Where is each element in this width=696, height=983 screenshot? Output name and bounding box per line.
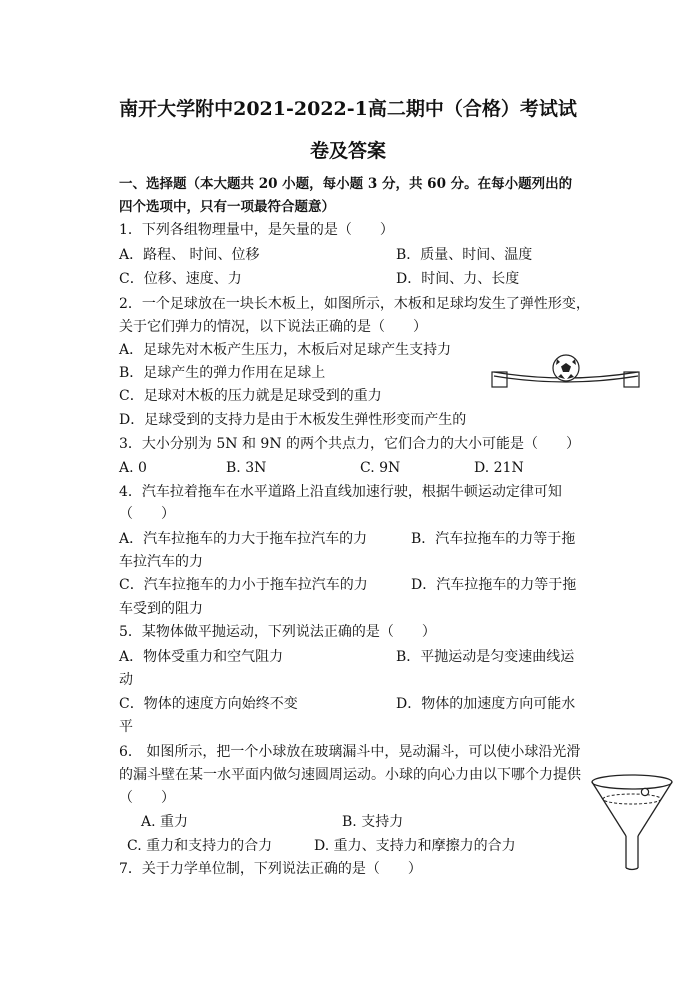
q5-option-c: C．物体的速度方向始终不变: [119, 696, 298, 712]
section-heading-line-2: 四个选项中，只有一项最符合题意）: [119, 199, 335, 215]
q3-option-c: C. 9N: [360, 460, 401, 476]
q6-option-d: D. 重力、支持力和摩擦力的合力: [314, 838, 516, 854]
q5-stem: 5．某物体做平抛运动，下列说法正确的是（ ）: [119, 624, 436, 640]
q5-option-d-line-2: 平: [119, 719, 133, 735]
section-heading-line-1: 一、选择题（本大题共 20 小题，每小题 3 分，共 60 分。在每小题列出的: [119, 176, 573, 192]
q4-option-c: C．汽车拉拖车的力小于拖车拉汽车的力: [119, 577, 368, 593]
q4-option-a: A．汽车拉拖车的力大于拖车拉汽车的力: [119, 531, 368, 547]
q4-option-b-line-2: 车拉汽车的力: [119, 554, 203, 570]
q6-option-c: C. 重力和支持力的合力: [127, 838, 273, 854]
q4-option-d-line-1: D．汽车拉拖车的力等于拖: [411, 577, 577, 593]
q1-option-c: C．位移、速度、力: [119, 271, 242, 287]
football-on-board-figure: [488, 352, 648, 394]
q4-option-d-line-2: 车受到的阻力: [119, 601, 203, 617]
q1-stem: 1．下列各组物理量中，是矢量的是（ ）: [119, 222, 394, 238]
q2-stem-line-1: 2．一个足球放在一块长木板上，如图所示，木板和足球均发生了弹性形变，: [119, 296, 590, 312]
title-line-2: 卷及答案: [309, 140, 386, 162]
q1-option-d: D．时间、力、长度: [396, 271, 520, 287]
q4-stem-line-1: 4．汽车拉着拖车在水平道路上沿直线加速行驶，根据牛顿运动定律可知: [119, 484, 562, 500]
q4-stem-line-2: （ ）: [119, 506, 175, 522]
funnel-icon: [592, 775, 672, 870]
q6-stem-line-2: 的漏斗壁在某一水平面内做匀速圆周运动。小球的向心力由以下哪个力提供: [119, 767, 581, 783]
q2-option-b: B．足球产生的弹力作用在足球上: [119, 365, 326, 381]
glass-funnel-figure: [586, 770, 678, 872]
q1-option-b: B．质量、时间、温度: [396, 247, 533, 263]
title-line-1: 南开大学附中2021-2022-1高二期中（合格）考试试: [119, 98, 577, 120]
q6-option-a: A. 重力: [141, 814, 189, 830]
q5-option-b-line-2: 动: [119, 672, 133, 688]
football-icon: [553, 355, 579, 381]
q5-option-a: A．物体受重力和空气阻力: [119, 649, 284, 665]
q7-stem: 7．关于力学单位制，下列说法正确的是（ ）: [119, 861, 422, 877]
q3-stem: 3．大小分别为 5N 和 9N 的两个共点力，它们合力的大小可能是（ ）: [119, 436, 581, 452]
q6-stem-line-1: 6． 如图所示，把一个小球放在玻璃漏斗中，晃动漏斗，可以使小球沿光滑: [119, 744, 581, 760]
q6-option-b: B. 支持力: [342, 814, 404, 830]
small-ball-icon: [641, 788, 648, 795]
q3-option-b: B. 3N: [226, 460, 267, 476]
q2-option-c: C．足球对木板的压力就是足球受到的重力: [119, 388, 382, 404]
q4-option-b-line-1: B．汽车拉拖车的力等于拖: [411, 531, 576, 547]
q2-option-d: D．足球受到的支持力是由于木板发生弹性形变而产生的: [119, 412, 467, 428]
q2-stem-line-2: 关于它们弹力的情况，以下说法正确的是（ ）: [119, 319, 427, 335]
q3-option-a: A. 0: [119, 460, 147, 476]
q1-option-a: A．路程、 时间、位移: [119, 247, 260, 263]
q5-option-d-line-1: D．物体的加速度方向可能水: [396, 696, 576, 712]
q5-option-b-line-1: B．平抛运动是匀变速曲线运: [396, 649, 575, 665]
q3-option-d: D. 21N: [474, 460, 524, 476]
q6-stem-line-3: （ ）: [119, 790, 175, 806]
q2-option-a: A．足球先对木板产生压力，木板后对足球产生支持力: [119, 342, 452, 358]
